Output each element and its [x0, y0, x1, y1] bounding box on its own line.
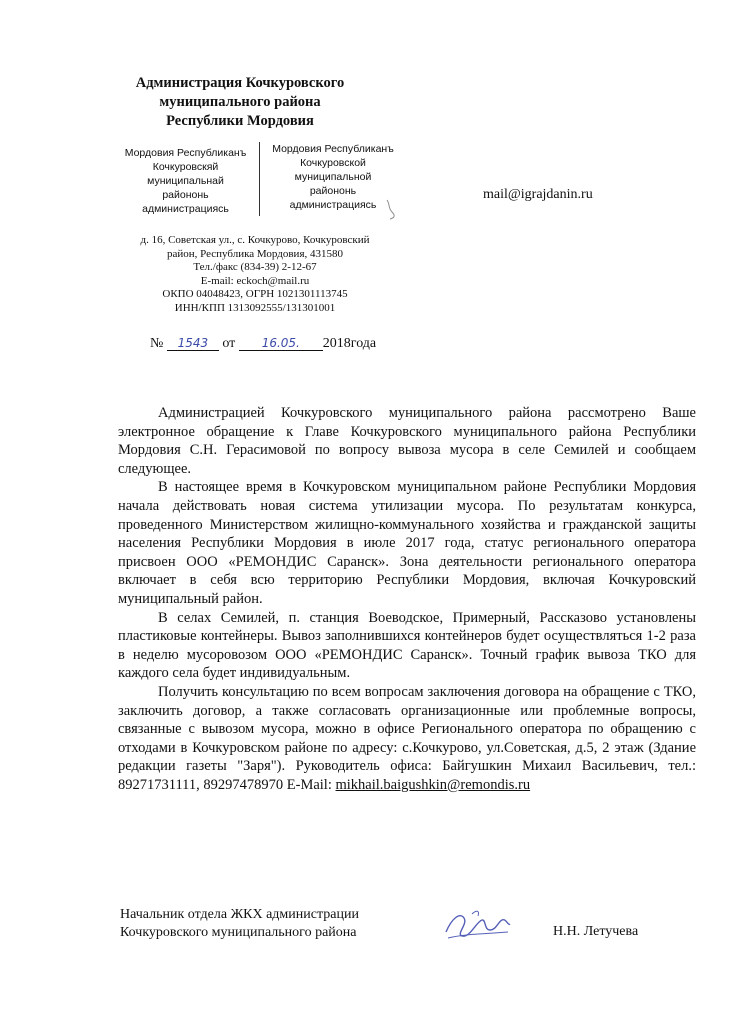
- address-line-4: E-mail: eckoch@mail.ru: [200, 274, 310, 287]
- body-paragraph-4: [118, 683, 696, 795]
- mordvin-right-line-1: Мордовия Республиканъ: [272, 143, 394, 155]
- body-paragraph-2: В настоящее время в Кочкуровском муниципальном районе Республики Мордовия начала действовать новая система утилизации мусора. По результатам конкурса, проведенного Министерством жилищно-коммунального хозяйства и гражданской защиты населения Республики Мордовия в июле 2017 года, статус регионального оператора присвоен ООО «РЕМОНДИС Саранск». Зона деятельности регионального оператора включает в себя всю территорию Республики Мордовия, включая Кочкуровский муниципальный район.: [118, 479, 696, 607]
- body-paragraph-3: В селах Семилей, п. станция Воеводское, Примерный, Рассказово установлены пластиковые контейнеры. Вывоз заполнившихся контейнеров будет осуществляться 1-2 раза в неделю мусоровозом ООО «РЕМОНДИС Саранск». Точный график вывоза ТКО для каждого села будет индивидуальным.: [118, 609, 696, 682]
- mordvin-left-line-3: муниципальнай: [147, 175, 224, 187]
- mordvin-right-line-5: администрациясь: [289, 199, 377, 211]
- signer-name: Н.Н. Летучева: [553, 924, 639, 939]
- signer-position-line-2: Кочкуровского муниципального района: [120, 925, 357, 940]
- letter-body: [118, 404, 696, 794]
- document-number-line: [150, 336, 376, 352]
- mordvin-right-line-2: Кочкуровской: [300, 157, 366, 169]
- office-email-link[interactable]: mikhail.baigushkin@remondis.ru: [335, 776, 531, 793]
- address-line-3: Тел./факс (834-39) 2-12-67: [193, 261, 317, 274]
- mordvin-right-line-4: райононь: [309, 185, 357, 197]
- document-number: 1543: [167, 336, 219, 351]
- address-line-1: д. 16, Советская ул., с. Кочкурово, Кочкуровский: [140, 234, 370, 246]
- address-line-5: ОКПО 04048423, ОГРН 1021301113745: [162, 288, 348, 301]
- signer-position: [120, 906, 359, 942]
- mordvin-left-line-5: администрациясь: [142, 203, 229, 215]
- mordvin-name-right: [268, 142, 398, 212]
- body-paragraph-1: Администрацией Кочкуровского муниципального района рассмотрено Ваше электронное обращение к Главе Кочкуровского муниципального района Республики Мордовия С.Н. Герасимовой по вопросу вывоза мусора в селе Семилей и сообщаем следующее.: [118, 405, 696, 477]
- recipient-email: mail@igrajdanin.ru: [483, 187, 593, 202]
- letterhead-divider: [259, 142, 260, 216]
- sender-address: [110, 234, 400, 316]
- date-year: 2018года: [322, 336, 377, 351]
- document-date: 16.05.: [239, 336, 323, 351]
- letterhead-title-line-2: муниципального района: [159, 94, 321, 110]
- address-line-6: ИНН/КПП 1313092555/131301001: [174, 301, 336, 314]
- handwritten-signature: [442, 904, 514, 944]
- mordvin-left-line-4: райононь: [162, 189, 209, 201]
- mordvin-right-line-3: муниципальной: [294, 171, 372, 183]
- mordvin-name-left: [118, 146, 253, 216]
- mordvin-left-line-1: Мордовия Республиканъ: [124, 147, 247, 159]
- mordvin-left-line-2: Кочкуровскяй: [152, 161, 219, 173]
- pen-mark: [384, 198, 398, 220]
- signer-position-line-1: Начальник отдела ЖКХ администрации: [120, 907, 359, 922]
- address-line-2: район, Республика Мордовия, 431580: [166, 247, 344, 260]
- letterhead-title: [100, 74, 380, 131]
- letterhead-title-line-3: Республики Мордовия: [166, 113, 314, 129]
- number-prefix: №: [150, 336, 164, 351]
- letterhead-title-line-1: Администрация Кочкуровского: [135, 75, 345, 91]
- body-paragraph-4-text: Получить консультацию по всем вопросам заключения договора на обращение с ТКО, заключить договор, а также согласовать организационные или проблемные вопросы, связанные с вывозом мусора, можно в офисе Регионального оператора по обращению с отходами в Кочкуровском районе по адресу: с.Кочкурово, ул.Советская, д.5, 2 этаж (Здание редакции газеты "Заря"). Руководитель офиса: Байгушкин Михаил Васильевич, тел.: 89271731111, 89297478970 E-Mail:: [118, 683, 696, 793]
- date-from-word: от: [222, 336, 236, 351]
